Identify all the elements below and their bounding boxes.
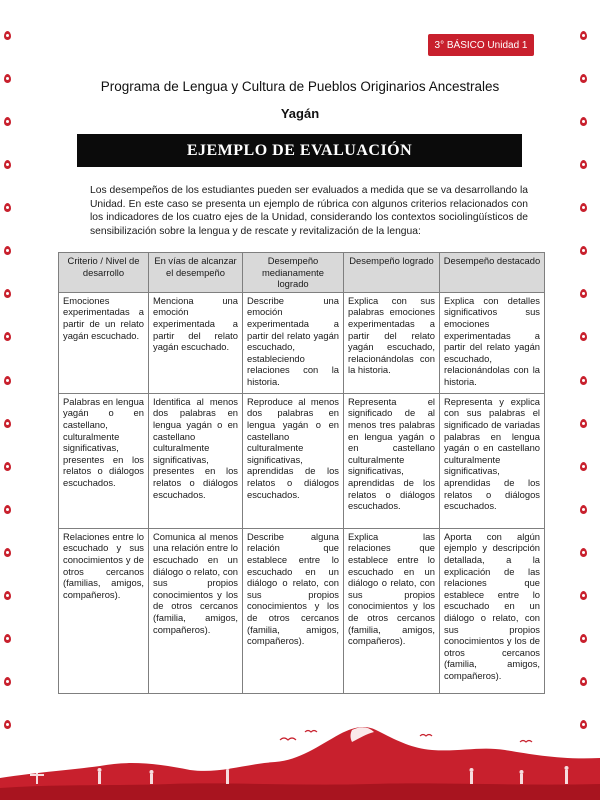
ornament-icon bbox=[579, 245, 588, 256]
criterion-cell: Palabras en lengua yagán o en castellano, culturalmente significativas, presentes en los relatos o diálogos escuchados. bbox=[59, 393, 149, 528]
ornament-icon bbox=[579, 159, 588, 170]
ornament-icon bbox=[579, 418, 588, 429]
intro-paragraph: Los desempeños de los estudiantes pueden ser evaluados a medida que se va desarrollando la Unidad. En este caso se presenta un ejemplo de rúbrica con algunos criterios relacionados con los indicadores de los cuatro ejes de la Unidad, considerando los contextos sociolingüísticos de sensibilización sobre la lengua y de rescate y revitalización de la lengua: bbox=[90, 185, 528, 237]
level-cell: Identifica al menos dos palabras en lengua yagán o en castellano culturalmente significativas, presentes en los relatos o diálogos escuchados. bbox=[149, 393, 243, 528]
ornament-icon bbox=[579, 633, 588, 644]
level-cell: Describe una emoción experimentada a partir del relato yagán escuchado, estableciendo relaciones con la historia. bbox=[243, 292, 344, 393]
level-cell: Menciona una emoción experimentada a partir del relato yagán escuchado. bbox=[149, 292, 243, 393]
ornament-icon bbox=[579, 288, 588, 299]
ornament-icon bbox=[579, 504, 588, 515]
column-header: Desempeño destacado bbox=[440, 253, 545, 293]
left-ornament-strip bbox=[0, 30, 14, 730]
ornament-icon bbox=[3, 676, 12, 687]
right-ornament-strip bbox=[576, 30, 590, 730]
level-cell: Describe alguna relación que establece entre lo escuchado en un diálogo o relato, con sus propios conocimientos y los de otros cercanos (familia, amigos, compañeros). bbox=[243, 528, 344, 693]
level-cell: Representa el significado de al menos tres palabras en lengua yagán o en castellano culturalmente significativas, aprendidas de los relatos o diálogos escuchados. bbox=[344, 393, 440, 528]
level-cell: Explica con sus palabras emociones experimentadas a partir del relato yagán escuchado, relacionándolas con la historia. bbox=[344, 292, 440, 393]
footer-landscape-illustration bbox=[0, 700, 600, 800]
level-cell: Aporta con algún ejemplo y descripción detallada, a la explicación de las relaciones que establece entre lo escuchado en un diálogo o relato, con sus propios conocimientos y los de otros cercanos (familia, amigos, compañeros). bbox=[440, 528, 545, 693]
column-header: Desempeño medianamente logrado bbox=[243, 253, 344, 293]
table-header-row bbox=[59, 253, 545, 293]
ornament-icon bbox=[579, 590, 588, 601]
ornament-icon bbox=[3, 590, 12, 601]
ornament-icon bbox=[579, 676, 588, 687]
ornament-icon bbox=[579, 461, 588, 472]
birds-group bbox=[280, 731, 532, 743]
ornament-icon bbox=[579, 202, 588, 213]
ornament-icon bbox=[579, 375, 588, 386]
ornament-icon bbox=[579, 331, 588, 342]
program-title: Programa de Lengua y Cultura de Pueblos Originarios Ancestrales bbox=[100, 79, 500, 94]
level-cell: Reproduce al menos dos palabras en lengua yagán o en castellano culturalmente significativas, aprendidas de los relatos o diálogos escuchados. bbox=[243, 393, 344, 528]
ornament-icon bbox=[579, 547, 588, 558]
ornament-icon bbox=[3, 375, 12, 386]
level-cell: Explica con detalles significativos sus emociones experimentadas a partir del relato yagán escuchado, relacionándolas con la historia. bbox=[440, 292, 545, 393]
ornament-icon bbox=[3, 418, 12, 429]
table-row bbox=[59, 292, 545, 393]
ornament-icon bbox=[3, 288, 12, 299]
ornament-icon bbox=[3, 633, 12, 644]
ornament-icon bbox=[3, 159, 12, 170]
ornament-icon bbox=[3, 461, 12, 472]
hills-overlay bbox=[0, 783, 600, 800]
column-header: Desempeño logrado bbox=[344, 253, 440, 293]
section-banner bbox=[77, 134, 522, 167]
ornament-icon bbox=[3, 547, 12, 558]
ornament-icon bbox=[3, 504, 12, 515]
column-header: Criterio / Nivel de desarrollo bbox=[59, 253, 149, 293]
people-subtitle: Yagán bbox=[280, 106, 320, 121]
table-row bbox=[59, 528, 545, 693]
criterion-cell: Emociones experimentadas a partir de un relato yagán escuchado. bbox=[59, 292, 149, 393]
grade-unit-badge: 3° BÁSICO Unidad 1 bbox=[428, 34, 534, 56]
level-cell: Comunica al menos una relación entre lo escuchado en un diálogo o relato, con sus propios conocimientos y los de otros cercanos (familia, amigos, compañeros). bbox=[149, 528, 243, 693]
ornament-icon bbox=[579, 30, 588, 41]
level-cell: Representa y explica con sus palabras el significado de variadas palabras en lengua yagán o en castellano culturalmente significativas, aprendidas de los relatos o diálogos escuchados. bbox=[440, 393, 545, 528]
criterion-cell: Relaciones entre lo escuchado y sus conocimientos y de otros cercanos (familias, amigos, compañeros). bbox=[59, 528, 149, 693]
table-row bbox=[59, 393, 545, 528]
ornament-icon bbox=[3, 245, 12, 256]
section-banner-title: EJEMPLO DE EVALUACIÓN bbox=[186, 141, 413, 159]
ornament-icon bbox=[3, 30, 12, 41]
rubric-table bbox=[58, 252, 545, 694]
level-cell: Explica las relaciones que establece entre lo escuchado en un diálogo o relato, con sus propios conocimientos y los de otros cercanos (familia, amigos, compañeros). bbox=[344, 528, 440, 693]
ornament-icon bbox=[3, 202, 12, 213]
column-header: En vías de alcanzar el desempeño bbox=[149, 253, 243, 293]
ornament-icon bbox=[3, 331, 12, 342]
